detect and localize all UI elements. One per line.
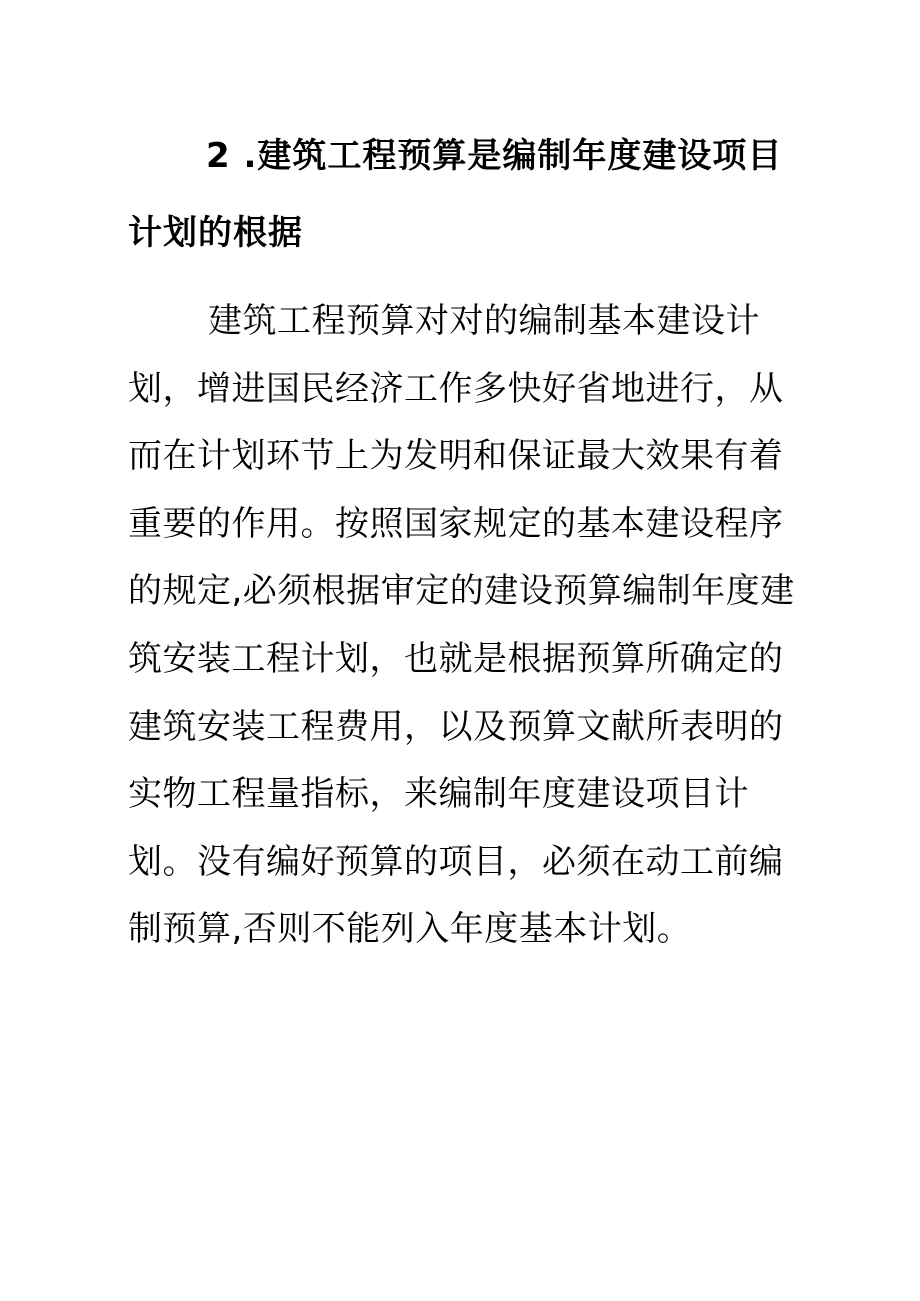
body-paragraph: 建筑工程预算对对的编制基本建设计划，增进国民经济工作多快好省地进行，从而在计划环节上为发明和保证最大效果有着重要的作用。按照国家规定的基本建设程序的规定,必须根据审定的建设预算编制年度建筑安装工程计划，也就是根据预算所确定的建筑安装工程费用，以及预算文献所表明的实物工程量指标，来编制年度建设项目计划。没有编好预算的项目，必须在动工前编制预算,否则不能列入年度基本计划。 [128, 301, 795, 950]
section-heading: 2 .建筑工程预算是编制年度建设项目计划的根据 [128, 136, 783, 253]
